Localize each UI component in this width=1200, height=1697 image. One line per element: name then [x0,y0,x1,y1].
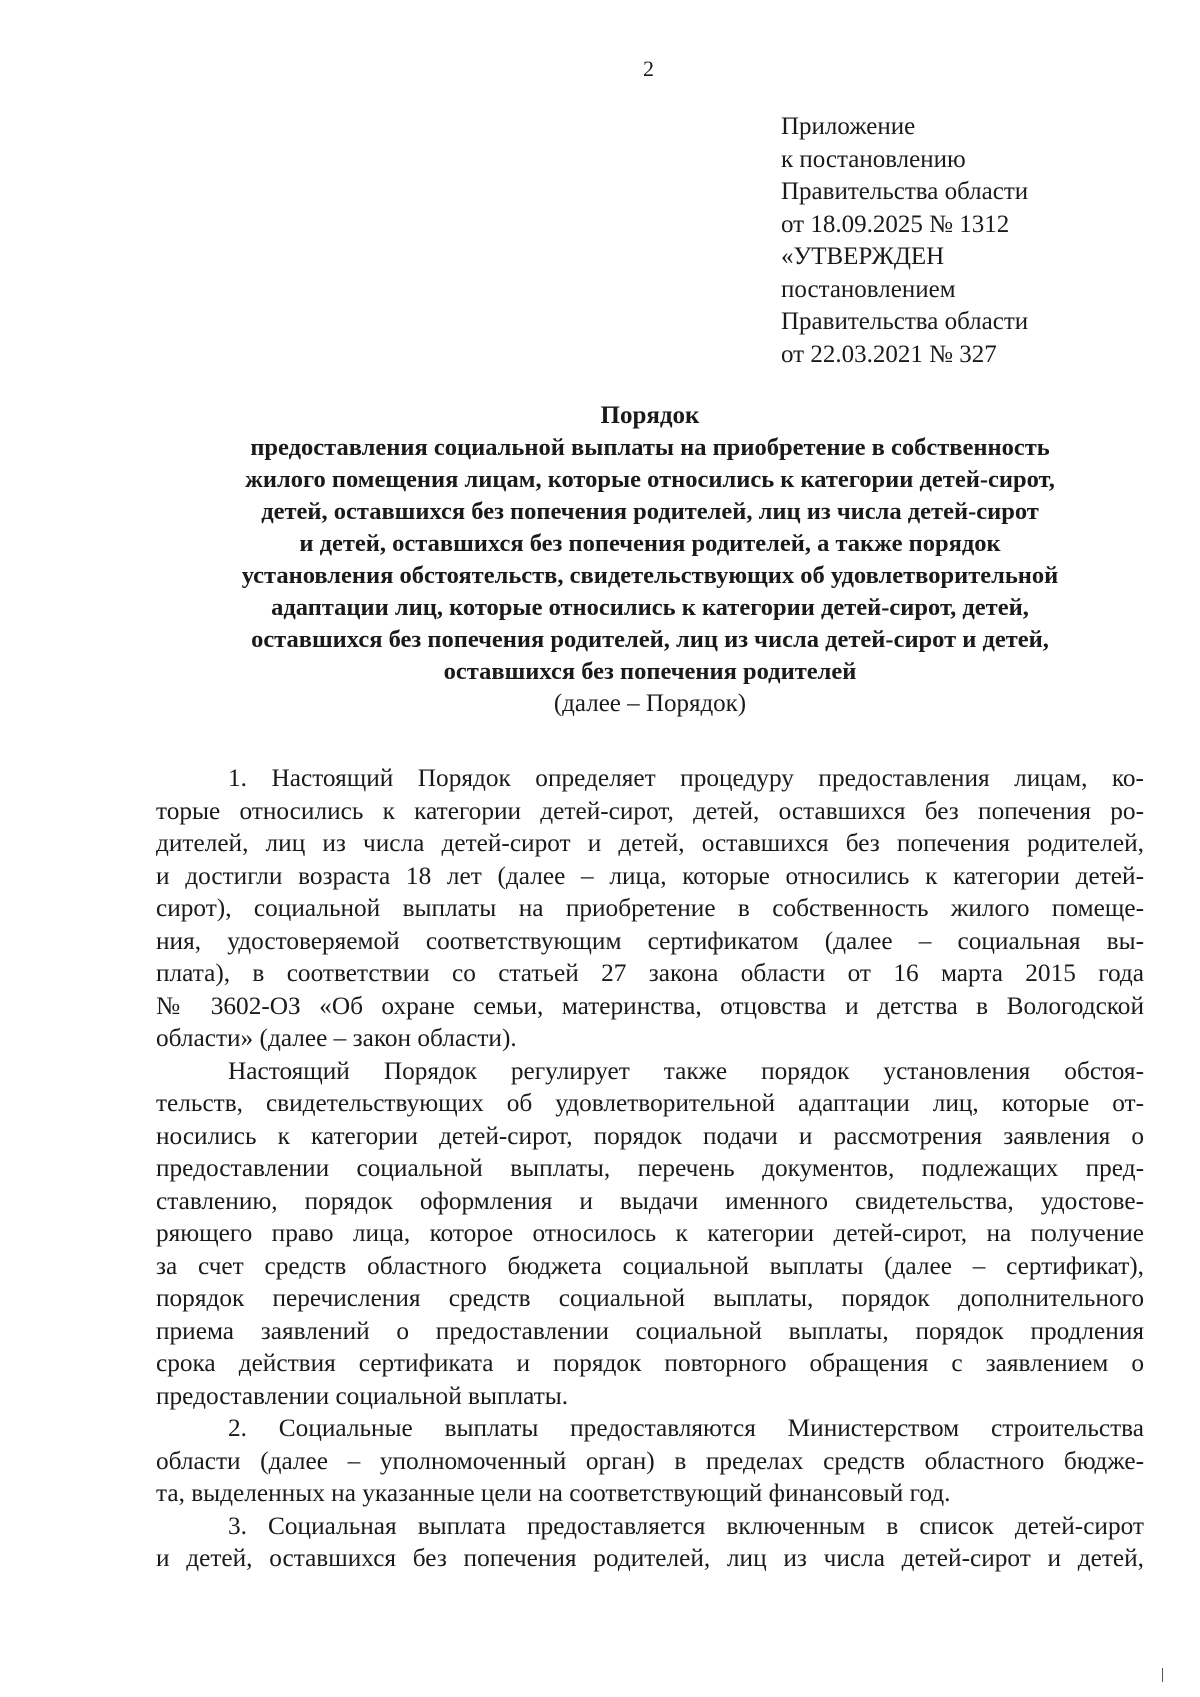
body-line: предоставлении социальной выплаты, перечень документов, подлежащих пред- [156,1154,1144,1182]
body-line: дителей, лиц из числа детей-сирот и детей, оставшихся без попечения родителей, [156,829,1144,857]
approval-line: от 18.09.2025 № 1312 [781,210,1010,238]
approval-line: Правительства области [781,308,1029,335]
body-line: за счет средств областного бюджета социальной выплаты (далее – сертификат), [156,1251,1144,1280]
approval-line: Приложение [781,113,916,140]
approval-line: от 22.03.2021 № 327 [781,340,997,368]
approval-line: постановлением [781,275,956,303]
body-line: срока действия сертификата и порядок повторного обращения с заявлением о [156,1349,1144,1377]
body-line: ставлению, порядок оформления и выдачи именного свидетельства, удостове- [156,1186,1144,1215]
document-body [156,762,1144,1575]
subtitle-line: оставшихся без попечения родителей [443,658,857,685]
document-title: Порядок [600,402,700,429]
document-subtitle [150,432,1150,688]
page-number: 2 [643,56,654,81]
subtitle-line: и детей, оставшихся без попечения родителей, а также порядок [299,530,1001,557]
heading-note: (далее – Порядок) [553,690,747,717]
body-line: ния, удостоверяемой соответствующим сертификатом (далее – социальная вы- [156,926,1144,955]
body-line: 1. Настоящий Порядок определяет процедуру предоставления лицам, ко- [228,764,1144,792]
approval-stamp [781,111,1028,371]
approval-line: Правительства области [781,178,1029,205]
subtitle-line: предоставления социальной выплаты на приобретение в собственность [250,434,1050,461]
approval-line: «УТВЕРЖДЕН [781,243,945,270]
body-line: области (далее – уполномоченный орган) в пределах средств областного бюдже- [156,1446,1144,1475]
body-line: Настоящий Порядок регулирует также порядок установления обстоя- [228,1056,1144,1085]
subtitle-line: оставшихся без попечения родителей, лиц из числа детей-сирот и детей, [251,626,1049,653]
body-line: та, выделенных на указанные цели на соответствующий финансовый год. [156,1479,951,1507]
document-heading [150,400,1150,720]
body-line: носились к категории детей-сирот, порядок подачи и рассмотрения заявления о [156,1121,1144,1150]
body-line: № 3602-ОЗ «Об охране семьи, материнства, отцовства и детства в Вологодской [156,991,1144,1020]
subtitle-line: детей, оставшихся без попечения родителей, лиц из числа детей-сирот [261,498,1039,525]
body-line: и детей, оставшихся без попечения родителей, лиц из числа детей-сирот и детей, [156,1544,1144,1572]
body-line: тельств, свидетельствующих об удовлетворительной адаптации лиц, которые от- [156,1089,1144,1117]
body-line: ряющего право лица, которое относилось к категории детей-сирот, на получение [156,1219,1144,1247]
body-line: предоставлении социальной выплаты. [156,1381,569,1410]
body-line: области» (далее – закон области). [156,1024,517,1052]
body-line: порядок перечисления средств социальной выплаты, порядок дополнительного [156,1284,1144,1312]
scan-artifact [1162,1668,1163,1682]
body-line: 3. Социальная выплата предоставляется включенным в список детей-сирот [228,1511,1144,1540]
subtitle-line: жилого помещения лицам, которые относились к категории детей-сирот, [245,466,1055,493]
body-line: и достигли возраста 18 лет (далее – лица, которые относились к категории детей- [156,861,1144,890]
subtitle-line: установления обстоятельств, свидетельствующих об удовлетворительной [241,562,1059,589]
body-line: приема заявлений о предоставлении социальной выплаты, порядок продления [156,1316,1144,1345]
body-line: 2. Социальные выплаты предоставляются Министерством строительства [228,1414,1144,1442]
body-line: сирот), социальной выплаты на приобретение в собственность жилого помеще- [156,894,1144,922]
body-line: торые относились к категории детей-сирот, детей, оставшихся без попечения ро- [156,796,1144,825]
subtitle-line: адаптации лиц, которые относились к категории детей-сирот, детей, [271,594,1029,621]
body-line: плата), в соответствии со статьей 27 закона области от 16 марта 2015 года [156,959,1144,987]
approval-line: к постановлению [781,145,966,173]
